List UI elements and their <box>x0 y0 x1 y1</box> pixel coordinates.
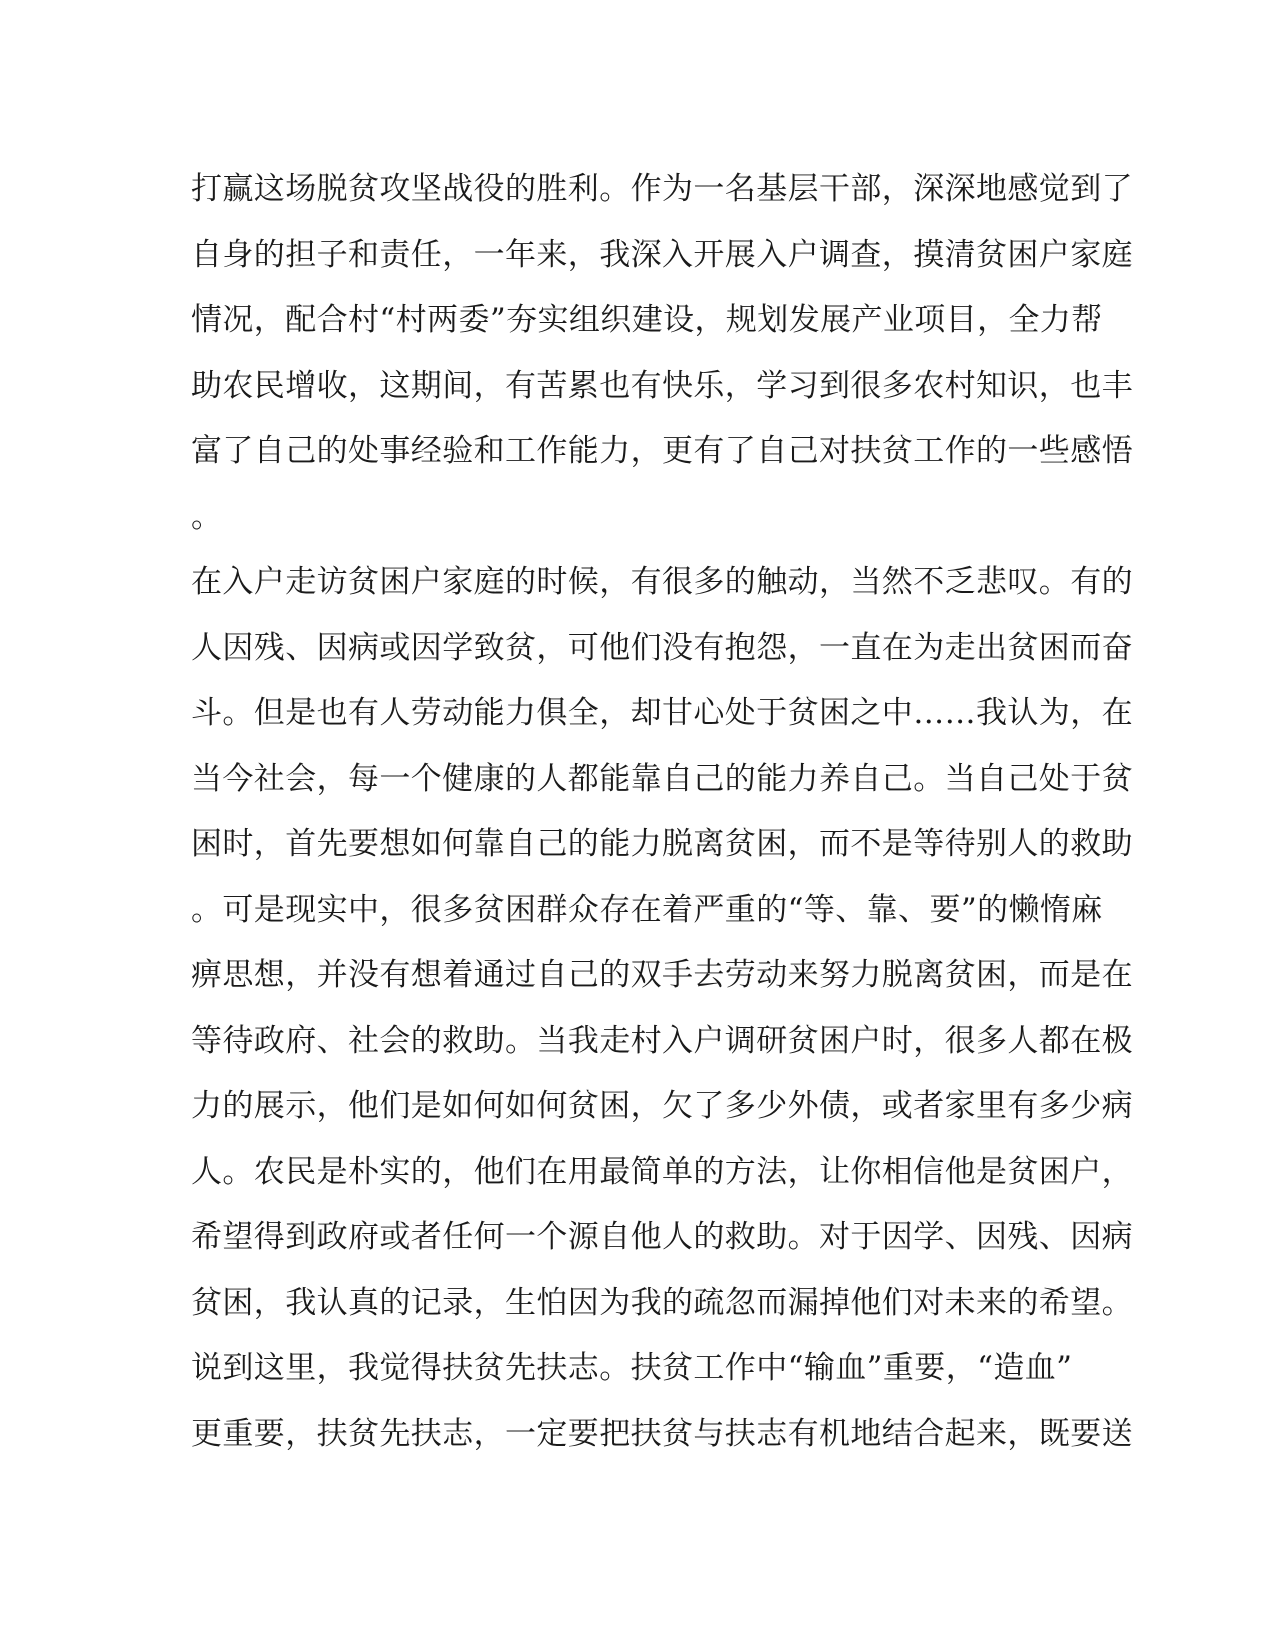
text-line: 希望得到政府或者任何一个源自他人的救助。对于因学、因残、因病 <box>191 1219 1133 1255</box>
text-line: 。 <box>191 498 223 535</box>
text-line: 打赢这场脱贫攻坚战役的胜利。作为一名基层干部，深深地感觉到了 <box>191 171 1133 207</box>
text-line: 在入户走访贫困户家庭的时候，有很多的触动，当然不乏悲叹。有的 <box>191 564 1133 600</box>
text-line: 情况，配合村“村两委”夯实组织建设，规划发展产业项目，全力帮 <box>191 302 1103 338</box>
text-line: 人。农民是朴实的，他们在用最简单的方法，让你相信他是贫困户， <box>191 1153 1133 1190</box>
text-line: 。可是现实中，很多贫困群众存在着严重的“等、靠、要”的懒惰麻 <box>191 891 1103 928</box>
text-line: 当今社会，每一个健康的人都能靠自己的能力养自己。当自己处于贫 <box>191 760 1133 797</box>
body-text <box>191 157 1133 1467</box>
text-line: 助农民增收，这期间，有苦累也有快乐，学习到很多农村知识，也丰 <box>191 367 1133 404</box>
text-line: 斗。但是也有人劳动能力俱全，却甘心处于贫困之中……我认为，在 <box>191 695 1133 731</box>
text-line: 困时，首先要想如何靠自己的能力脱离贫困，而不是等待别人的救助 <box>191 826 1133 862</box>
text-line: 说到这里，我觉得扶贫先扶志。扶贫工作中“输血”重要，“造血” <box>191 1350 1073 1386</box>
text-line: 富了自己的处事经验和工作能力，更有了自己对扶贫工作的一些感悟 <box>191 433 1133 469</box>
text-line: 人因残、因病或因学致贫，可他们没有抱怨，一直在为走出贫困而奋 <box>191 629 1133 666</box>
text-line: 更重要，扶贫先扶志，一定要把扶贫与扶志有机地结合起来，既要送 <box>191 1415 1133 1452</box>
text-line: 痹思想，并没有想着通过自己的双手去劳动来努力脱离贫困，而是在 <box>191 957 1133 993</box>
text-line: 力的展示，他们是如何如何贫困，欠了多少外债，或者家里有多少病 <box>191 1088 1133 1124</box>
text-line: 自身的担子和责任，一年来，我深入开展入户调查，摸清贫困户家庭 <box>191 236 1133 273</box>
text-line: 贫困，我认真的记录，生怕因为我的疏忽而漏掉他们对未来的希望。 <box>191 1284 1133 1321</box>
text-line: 等待政府、社会的救助。当我走村入户调研贫困户时，很多人都在极 <box>191 1022 1133 1059</box>
